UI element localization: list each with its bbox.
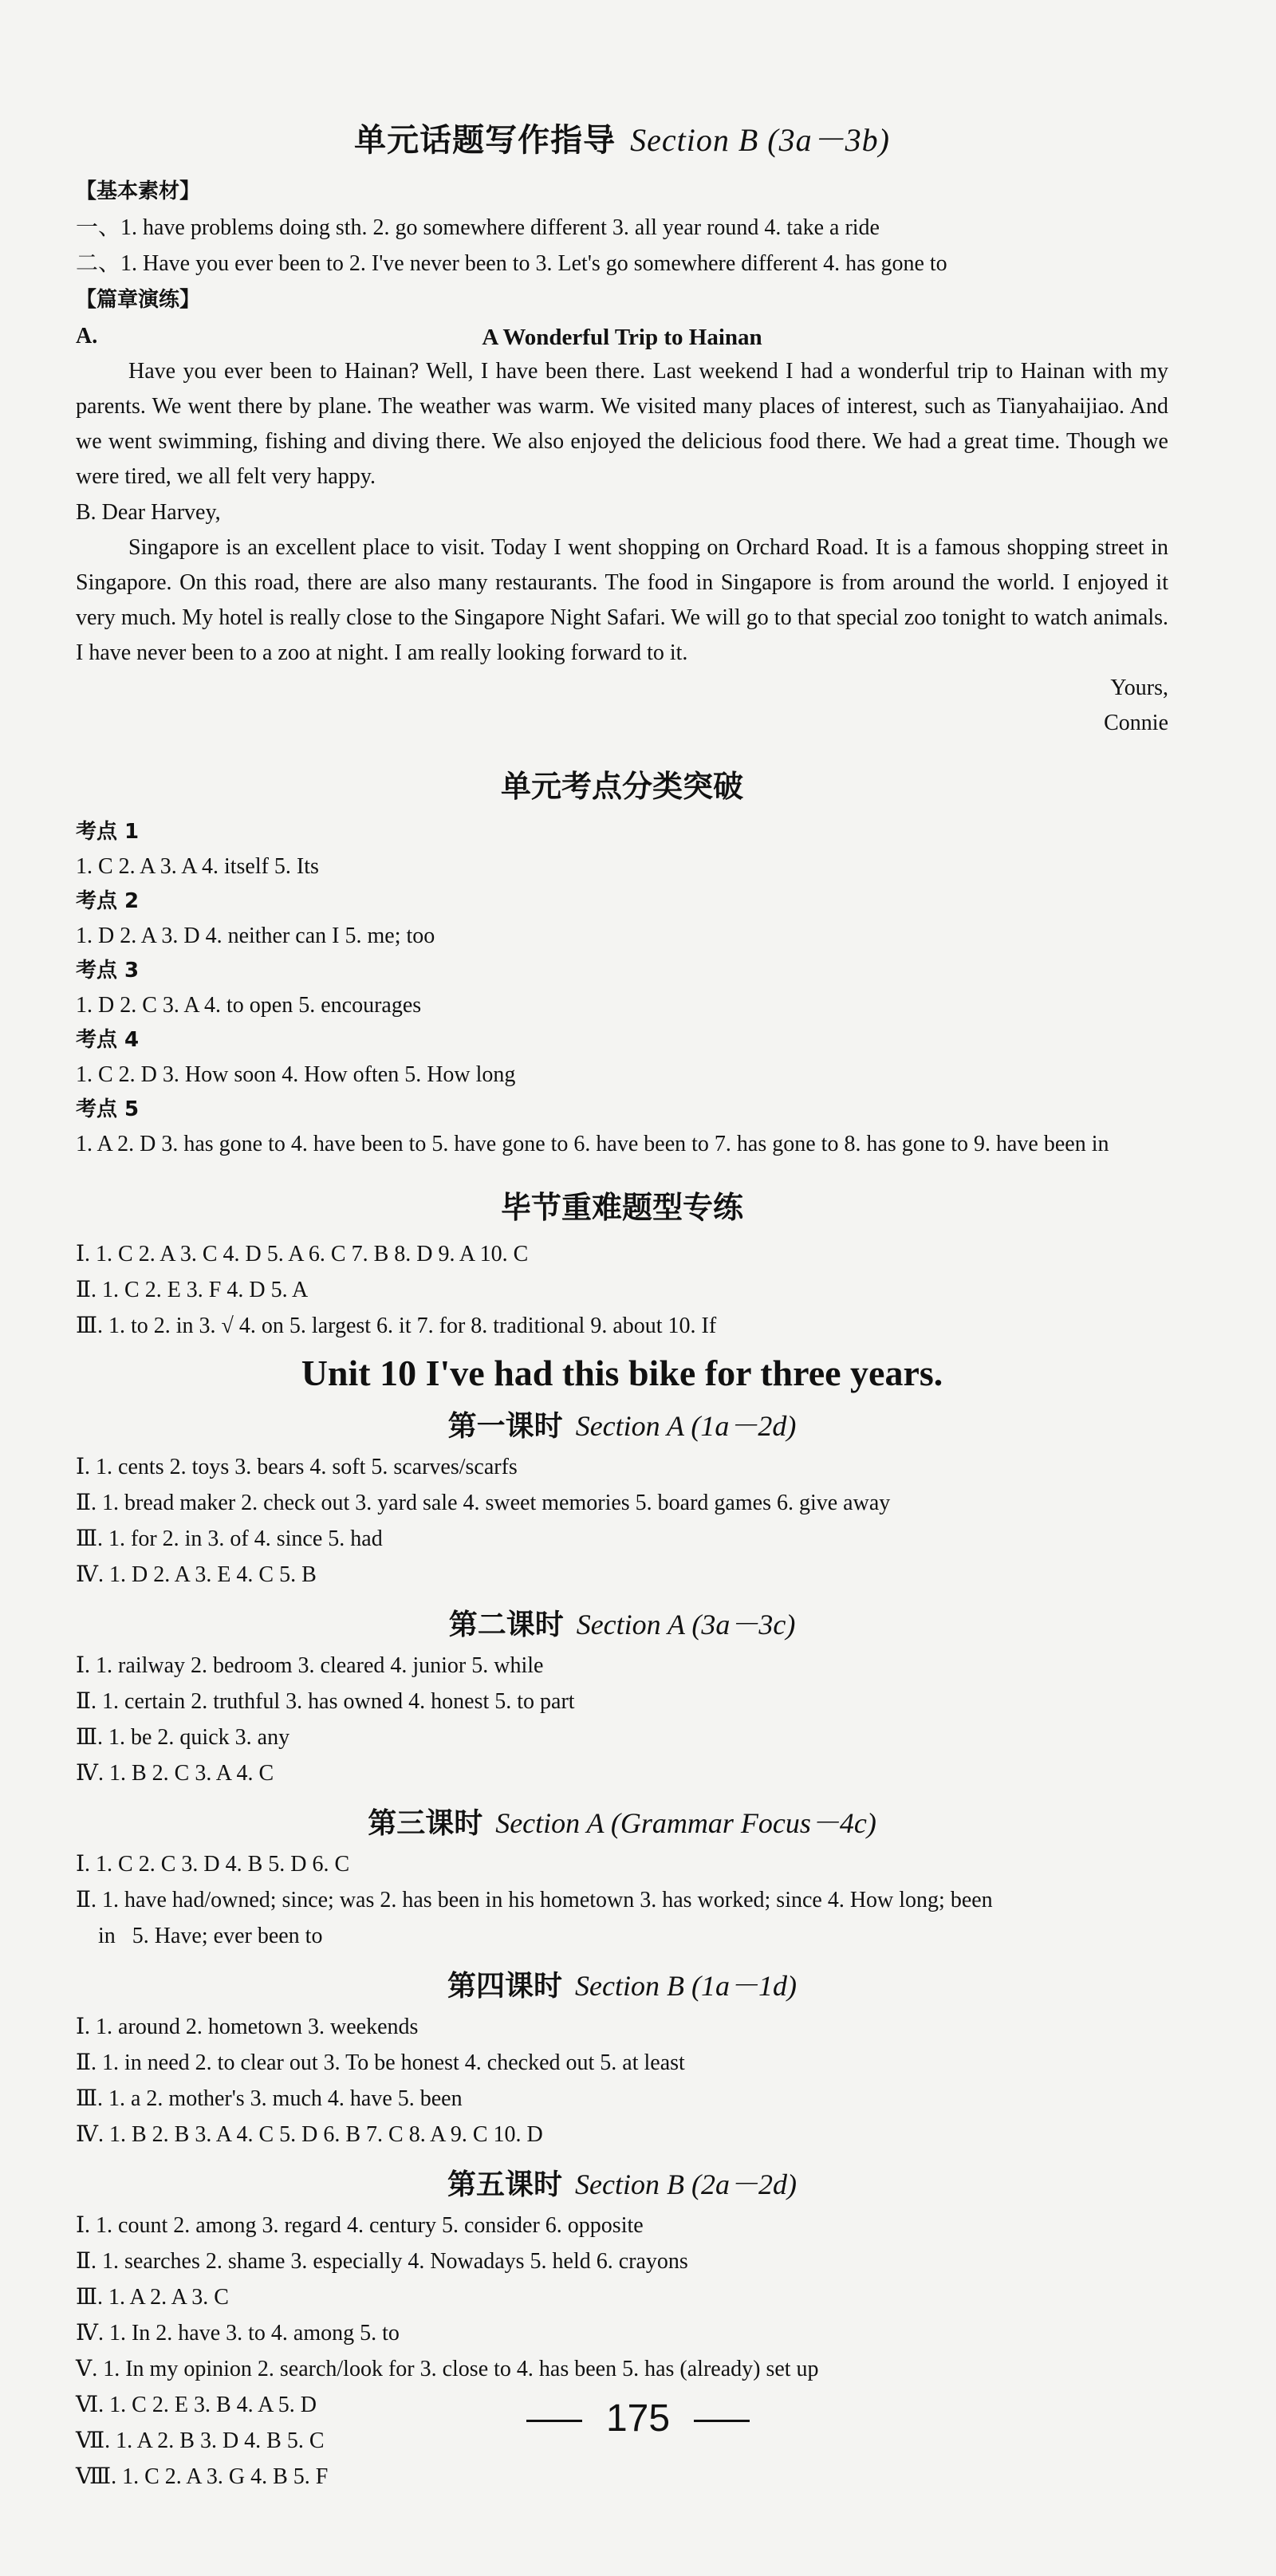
lesson-3-line-1: Ⅰ. 1. C 2. C 3. D 4. B 5. D 6. C bbox=[76, 1852, 350, 1877]
lesson-1-line-1: Ⅰ. 1. cents 2. toys 3. bears 4. soft 5. scarves/scarfs bbox=[76, 1455, 518, 1479]
lesson-1-line-4: Ⅳ. 1. D 2. A 3. E 4. C 5. B bbox=[76, 1562, 317, 1587]
basic-line-1: 一、1. have problems doing sth. 2. go somewhere different 3. all year round 4. take a ride bbox=[76, 215, 880, 240]
lesson-4-line-4: Ⅳ. 1. B 2. B 3. A 4. C 5. D 6. B 7. C 8. A 9. C 10. D bbox=[76, 2122, 543, 2147]
part-b-label: B. Dear Harvey, bbox=[76, 500, 221, 525]
bijie-heading: 毕节重难题型专练 bbox=[500, 1190, 743, 1225]
basic-line-2: 二、1. Have you ever been to 2. I've never been to 3. Let's go somewhere different 4. has gone to bbox=[76, 251, 947, 276]
lesson-5-line-4: Ⅳ. 1. In 2. have 3. to 4. among 5. to bbox=[76, 2321, 400, 2346]
kaodian-3-label: 考点 3 bbox=[76, 959, 140, 983]
lesson-3-heading: 第三课时 Section A (Grammar Focus－4c) bbox=[368, 1807, 876, 1840]
lesson-5-line-5: Ⅴ. 1. In my opinion 2. search/look for 3. close to 4. has been 5. has (already) set up bbox=[76, 2357, 819, 2381]
lesson-5-line-6: Ⅵ. 1. C 2. E 3. B 4. A 5. D bbox=[76, 2393, 317, 2417]
writing-guide-title: 单元话题写作指导 bbox=[354, 122, 616, 159]
part-a-label: A. bbox=[76, 324, 98, 349]
kaodian-5-answers: 1. A 2. D 3. has gone to 4. have been to 5. have gone to 6. have been to 7. has gone to 8. has gone to 9. have been in bbox=[76, 1132, 1109, 1156]
signature-yours: Yours, bbox=[1110, 676, 1168, 700]
unit-10-title: Unit 10 I've had this bike for three years. bbox=[301, 1353, 943, 1393]
essay-a-title: A Wonderful Trip to Hainan bbox=[482, 325, 762, 350]
page-number-left-dash bbox=[526, 2420, 582, 2422]
kaodian-2-answers: 1. D 2. A 3. D 4. neither can I 5. me; too bbox=[76, 924, 435, 948]
lesson-2-line-3: Ⅲ. 1. be 2. quick 3. any bbox=[76, 1725, 290, 1750]
lesson-5-line-1: Ⅰ. 1. count 2. among 3. regard 4. century 5. consider 6. opposite bbox=[76, 2213, 644, 2238]
lesson-2-line-1: Ⅰ. 1. railway 2. bedroom 3. cleared 4. junior 5. while bbox=[76, 1653, 544, 1678]
lesson-2-line-4: Ⅳ. 1. B 2. C 3. A 4. C bbox=[76, 1761, 274, 1786]
lesson-5-line-3: Ⅲ. 1. A 2. A 3. C bbox=[76, 2285, 229, 2310]
bijie-line-3: Ⅲ. 1. to 2. in 3. √ 4. on 5. largest 6. it 7. for 8. traditional 9. about 10. If bbox=[76, 1314, 717, 1338]
lesson-2-line-2: Ⅱ. 1. certain 2. truthful 3. has owned 4. honest 5. to part bbox=[76, 1689, 575, 1714]
bijie-line-1: Ⅰ. 1. C 2. A 3. C 4. D 5. A 6. C 7. B 8. D 9. A 10. C bbox=[76, 1242, 529, 1266]
writing-guide-section: Section B (3a－3b) bbox=[630, 122, 890, 158]
practice-label: 【篇章演练】 bbox=[76, 288, 201, 312]
lesson-3-line-3: in 5. Have; ever been to bbox=[76, 1924, 323, 1948]
lesson-1-line-2: Ⅱ. 1. bread maker 2. check out 3. yard sale 4. sweet memories 5. board games 6. give away bbox=[76, 1491, 891, 1515]
lesson-5-line-2: Ⅱ. 1. searches 2. shame 3. especially 4. Nowadays 5. held 6. crayons bbox=[76, 2249, 688, 2274]
lesson-4-heading: 第四课时 Section B (1a－1d) bbox=[447, 1970, 797, 2003]
basic-material-label: 【基本素材】 bbox=[76, 179, 201, 203]
page-number-right-dash bbox=[694, 2420, 750, 2422]
bijie-line-2: Ⅱ. 1. C 2. E 3. F 4. D 5. A bbox=[76, 1278, 309, 1302]
page-number-value: 175 bbox=[605, 2397, 671, 2440]
essay-b-paragraph: Singapore is an excellent place to visit. Today I went shopping on Orchard Road. It is a famous shopping street in Singapore. On this road, there are also many restaurants. The food in Singapore is from around the world. I enjoyed it very much. My hotel is really close to the Singapore Night Safari. We will go to that special zoo tonight to watch animals. I have never been to a zoo at night. I am really looking forward to it. bbox=[76, 535, 1168, 665]
kaodian-5-label: 考点 5 bbox=[76, 1097, 140, 1121]
kaodian-3-answers: 1. D 2. C 3. A 4. to open 5. encourages bbox=[76, 993, 422, 1018]
kaodian-1-label: 考点 1 bbox=[76, 820, 140, 844]
lesson-5-heading: 第五课时 Section B (2a－2d) bbox=[447, 2168, 797, 2201]
kaodian-4-label: 考点 4 bbox=[76, 1028, 140, 1052]
writing-guide-heading bbox=[76, 115, 1168, 160]
kaodian-heading: 单元考点分类突破 bbox=[500, 769, 743, 804]
kaodian-1-answers: 1. C 2. A 3. A 4. itself 5. Its bbox=[76, 854, 319, 879]
lesson-1-line-3: Ⅲ. 1. for 2. in 3. of 4. since 5. had bbox=[76, 1526, 383, 1551]
essay-a-paragraph: Have you ever been to Hainan? Well, I have been there. Last weekend I had a wonderful trip to Hainan with my parents. We went there by plane. The weather was warm. We visited many places of interest, such as Tianyahaijiao. And we went swimming, fishing and diving there. We also enjoyed the delicious food there. We had a great time. Though we were tired, we all felt very happy. bbox=[76, 359, 1168, 489]
lesson-3-line-2: Ⅱ. 1. have had/owned; since; was 2. has been in his hometown 3. has worked; since 4. How long; been bbox=[76, 1888, 993, 1912]
lesson-4-line-3: Ⅲ. 1. a 2. mother's 3. much 4. have 5. been bbox=[76, 2086, 463, 2111]
kaodian-4-answers: 1. C 2. D 3. How soon 4. How often 5. How long bbox=[76, 1062, 516, 1087]
lesson-2-heading: 第二课时 Section A (3a－3c) bbox=[448, 1609, 796, 1641]
lesson-4-line-1: Ⅰ. 1. around 2. hometown 3. weekends bbox=[76, 2015, 419, 2039]
content-column bbox=[76, 104, 1168, 2495]
page-number bbox=[0, 2397, 1276, 2440]
lesson-4-line-2: Ⅱ. 1. in need 2. to clear out 3. To be honest 4. checked out 5. at least bbox=[76, 2050, 685, 2075]
kaodian-2-label: 考点 2 bbox=[76, 889, 140, 913]
lesson-1-heading: 第一课时 Section A (1a－2d) bbox=[447, 1410, 797, 1443]
signature-name: Connie bbox=[1104, 711, 1168, 735]
lesson-5-line-8: Ⅷ. 1. C 2. A 3. G 4. B 5. F bbox=[76, 2464, 329, 2489]
lesson-5-line-7: Ⅶ. 1. A 2. B 3. D 4. B 5. C bbox=[76, 2428, 325, 2453]
